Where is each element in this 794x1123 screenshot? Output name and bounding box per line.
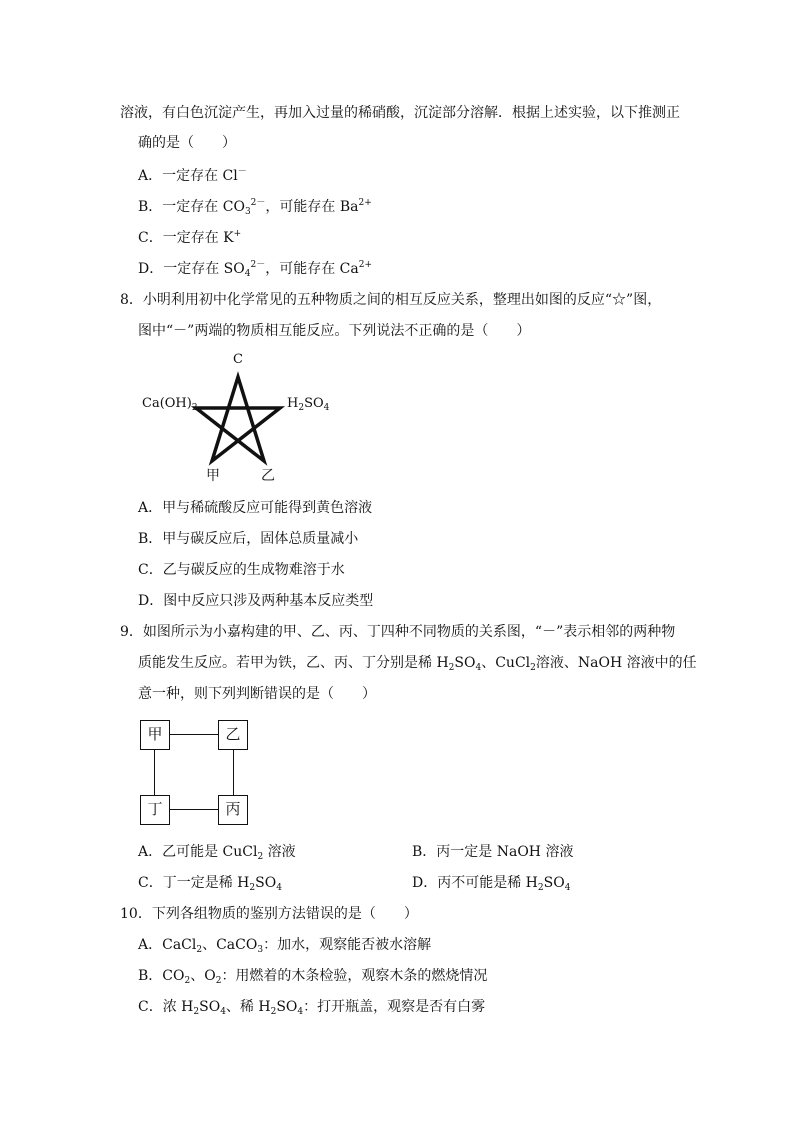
q10-option-a-b: 、CaCO: [202, 937, 258, 953]
q10-option-c-sub4: 4: [297, 1007, 304, 1017]
q7-option-d-charge2: 2+: [358, 260, 373, 270]
q7-option-b-text: B．一定存在 CO: [138, 199, 245, 215]
q10-option-c-a: C．浓 H: [138, 999, 194, 1015]
star-label-left: [142, 396, 198, 411]
q7-option-d-sub: 4: [244, 269, 251, 279]
star-label-right-sub2: 4: [323, 403, 330, 413]
q10-option-b-sub2: 2: [215, 976, 222, 986]
q7-option-b-charge2: 2+: [358, 198, 372, 208]
q9-option-d-sub2: 4: [564, 883, 571, 893]
q10-option-b-b: 、O: [190, 968, 216, 984]
star-label-right-so: SO: [304, 396, 324, 411]
q10-option-b-sub1: 2: [184, 976, 191, 986]
q9-stem-line2-sub2: 4: [475, 663, 482, 673]
q10-option-c-c: 、稀 H: [225, 999, 271, 1015]
q7-option-a[interactable]: [138, 166, 247, 186]
q10-option-a-a: A．CaCl: [138, 937, 197, 953]
q9-option-d[interactable]: [412, 873, 570, 893]
box-yi: 乙: [218, 720, 248, 750]
q9-stem-line3: 意一种，则下列判断错误的是（ ）: [138, 686, 376, 702]
q7-option-a-text: A．一定存在 Cl: [138, 168, 238, 184]
q7-option-d-text: D．一定存在 SO: [138, 261, 245, 277]
q8-star-diagram: [140, 350, 340, 490]
q9-option-a-text: A．乙可能是 CuCl: [138, 844, 258, 860]
star-label-right-sub1: 2: [298, 403, 305, 413]
q9-option-d-sub1: 2: [537, 883, 544, 893]
q9-relation-diagram: [140, 720, 250, 825]
q7-option-c-charge: +: [233, 229, 242, 239]
q8-option-b[interactable]: B．甲与碳反应后，固体总质量减小: [138, 531, 359, 547]
link-ding-bing: [170, 809, 218, 810]
q10-option-c-sub3: 2: [270, 1007, 277, 1017]
q7-option-d[interactable]: [138, 259, 372, 279]
link-jia-yi: [170, 734, 218, 735]
q10-stem: 10．下列各组物质的鉴别方法错误的是（ ）: [120, 906, 418, 922]
q8-option-d[interactable]: D．图中反应只涉及两种基本反应类型: [138, 593, 374, 609]
q10-option-a-c: ：加水，观察能否被水溶解: [263, 937, 432, 953]
q9-option-a[interactable]: [138, 842, 296, 862]
q10-option-a[interactable]: [138, 935, 431, 955]
star-label-bottom-right: 乙: [261, 468, 275, 484]
q9-stem-line2-c: 、CuCl: [481, 655, 531, 671]
q8-option-a[interactable]: A．甲与稀硫酸反应可能得到黄色溶液: [138, 500, 373, 516]
q7-option-d-charge: 2－: [250, 260, 266, 270]
q9-option-d-mid: SO: [543, 875, 565, 891]
star-label-left-sub: 2: [191, 403, 198, 413]
q7-option-c[interactable]: [138, 228, 241, 248]
q10-option-c-b: SO: [199, 999, 221, 1015]
q9-stem-line2-b: SO: [454, 655, 476, 671]
q9-option-c-text: C．丁一定是稀 H: [138, 875, 250, 891]
q10-option-a-sub2: 3: [257, 945, 264, 955]
q7-option-b-sub: 3: [244, 207, 251, 217]
q7-stem-line2: 确的是（ ）: [138, 135, 236, 151]
q10-option-b[interactable]: [138, 966, 487, 986]
q9-stem-line2-sub1: 2: [448, 663, 455, 673]
q9-stem-line2-sub3: 2: [530, 663, 536, 673]
q10-option-c[interactable]: [138, 997, 485, 1017]
q7-option-b-mid: ，可能存在 Ba: [265, 199, 359, 215]
star-label-right-h: H: [287, 396, 299, 411]
q10-option-b-a: B．CO: [138, 968, 185, 984]
box-jia: 甲: [140, 720, 170, 750]
q10-option-c-d: SO: [276, 999, 298, 1015]
q7-option-b[interactable]: [138, 197, 372, 217]
star-label-left-formula: Ca(OH): [142, 396, 192, 411]
star-label-bottom-left: 甲: [206, 468, 220, 484]
q9-option-c[interactable]: [138, 873, 282, 893]
q8-option-c[interactable]: C．乙与碳反应的生成物难溶于水: [138, 562, 345, 578]
star-label-top: C: [233, 352, 243, 367]
q9-option-d-text: D．丙不可能是稀 H: [412, 875, 538, 891]
q9-option-a-sub: 2: [257, 852, 264, 862]
q9-option-c-mid: SO: [255, 875, 277, 891]
link-jia-ding: [154, 750, 155, 795]
q7-option-c-text: C．一定存在 K: [138, 230, 234, 246]
q9-stem-line2-d: 溶液、NaOH 溶液中的任: [535, 655, 697, 671]
q10-option-c-sub2: 4: [220, 1007, 226, 1017]
q8-stem-line1: 8．小明利用初中化学常见的五种物质之间的相互反应关系，整理出如图的反应“☆”图，: [120, 292, 662, 308]
q8-stem-line2: 图中“－”两端的物质相互能反应。下列说法不正确的是（ ）: [138, 323, 531, 339]
q10-option-c-e: ：打开瓶盖，观察是否有白雾: [303, 999, 486, 1015]
star-label-right: [287, 396, 329, 411]
q10-option-b-c: ：用燃着的木条检验，观察木条的燃烧情况: [221, 968, 488, 984]
q9-option-c-sub1: 2: [249, 883, 256, 893]
q9-option-b[interactable]: B．丙一定是 NaOH 溶液: [412, 844, 574, 860]
q7-option-a-charge: －: [237, 167, 247, 177]
q10-option-a-sub1: 2: [196, 945, 203, 955]
link-yi-bing: [233, 750, 234, 795]
box-bing: 丙: [218, 795, 248, 825]
q9-stem-line1: 9．如图所示为小嘉构建的甲、乙、丙、丁四种不同物质的关系图，“－”表示相邻的两种物: [120, 624, 676, 640]
q7-option-b-charge: 2－: [250, 198, 266, 208]
q7-stem-line1: 溶液，有白色沉淀产生，再加入过量的稀硝酸，沉淀部分溶解．根据上述实验，以下推测正: [120, 105, 680, 121]
q7-option-d-mid: ，可能存在 Ca: [265, 261, 359, 277]
q9-stem-line2-a: 质能发生反应。若甲为铁，乙、丙、丁分别是稀 H: [138, 655, 449, 671]
star-icon: [140, 350, 340, 490]
q10-option-c-sub1: 2: [193, 1007, 200, 1017]
q9-stem-line2: [138, 653, 697, 673]
box-ding: 丁: [140, 795, 170, 825]
q9-option-a-post: 溶液: [263, 844, 296, 860]
q9-option-c-sub2: 4: [276, 883, 282, 893]
